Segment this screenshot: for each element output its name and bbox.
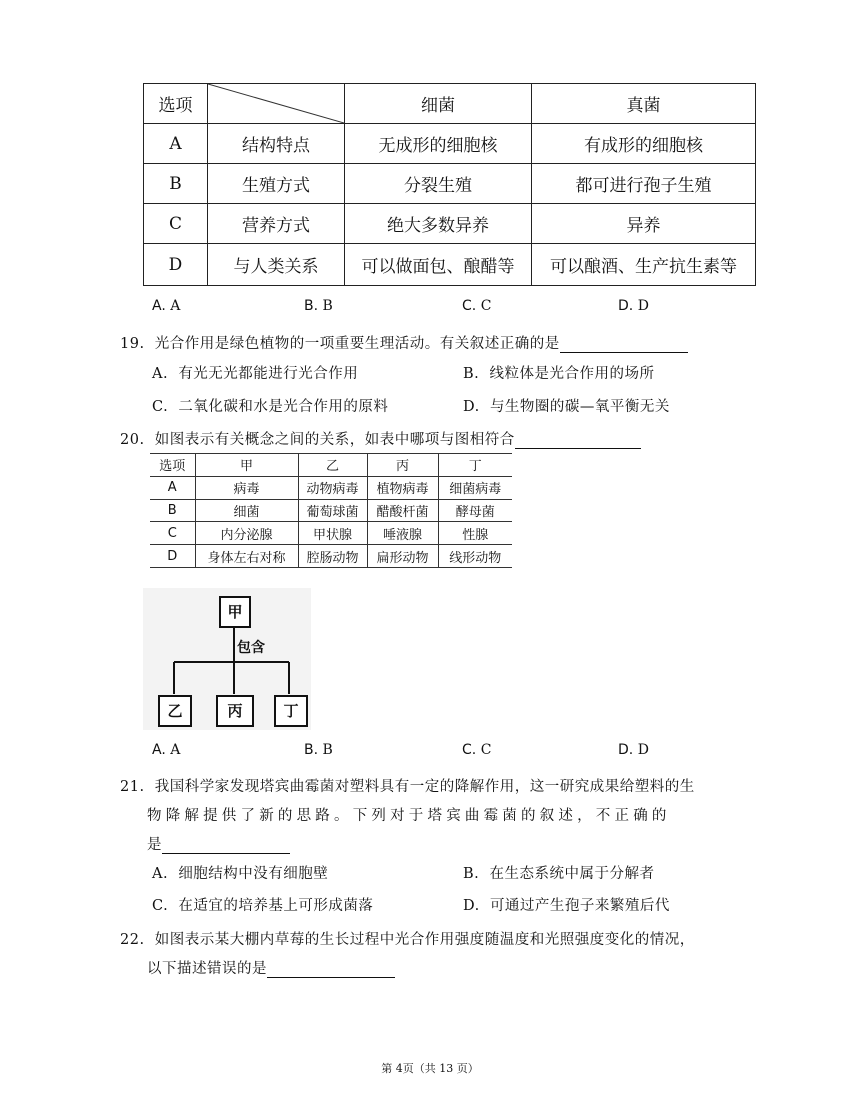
question-text: 如图表示某大棚内草莓的生长过程中光合作用强度随温度和光照强度变化的情况， bbox=[154, 932, 695, 948]
option-c[interactable] bbox=[462, 742, 491, 758]
option-label: D. bbox=[618, 742, 634, 758]
table-cell: C bbox=[144, 204, 208, 244]
table-cell: D bbox=[144, 244, 208, 286]
option-text: C bbox=[480, 742, 492, 758]
option-label: D. bbox=[618, 298, 634, 314]
table-header-row bbox=[144, 84, 756, 124]
option-text: 可通过产生孢子来繁殖后代 bbox=[489, 898, 670, 914]
table-cell: 都可进行孢子生殖 bbox=[532, 164, 756, 204]
question-text: 我国科学家发现塔宾曲霉菌对塑料具有一定的降解作用，这一研究成果给塑料的生 bbox=[154, 779, 695, 795]
answer-blank[interactable] bbox=[560, 336, 688, 353]
table-cell: 乙 bbox=[298, 454, 367, 477]
option-text: 二氧化碳和水是光合作用的原料 bbox=[178, 399, 389, 415]
table-cell: 酵母菌 bbox=[438, 499, 512, 522]
table-cell: 细菌 bbox=[195, 499, 298, 522]
table-cell: 线形动物 bbox=[438, 545, 512, 568]
table-cell: 腔肠动物 bbox=[298, 545, 367, 568]
answer-blank[interactable] bbox=[162, 837, 290, 854]
table-cell: D bbox=[150, 545, 195, 568]
question-19-stem bbox=[120, 332, 688, 353]
question-text: 是 bbox=[147, 837, 162, 853]
q19-option-d[interactable] bbox=[463, 395, 670, 416]
question-21-stem bbox=[120, 775, 695, 796]
table-cell: B bbox=[144, 164, 208, 204]
table-row bbox=[150, 545, 512, 568]
table-cell: 身体左右对称 bbox=[195, 545, 298, 568]
table-cell: 性腺 bbox=[438, 522, 512, 545]
table-cell: 结构特点 bbox=[208, 124, 345, 164]
answer-blank[interactable] bbox=[267, 961, 395, 978]
option-label: C. bbox=[462, 742, 477, 758]
table-cell: 扁形动物 bbox=[367, 545, 438, 568]
diagram-node-top: 甲 bbox=[219, 596, 251, 628]
table-cell: 真菌 bbox=[532, 84, 756, 124]
table-cell: A bbox=[150, 476, 195, 499]
table-row bbox=[144, 164, 756, 204]
q21-option-c[interactable] bbox=[152, 894, 373, 915]
option-label: C. bbox=[152, 399, 169, 415]
option-label: A. bbox=[152, 742, 166, 758]
table-cell: 营养方式 bbox=[208, 204, 345, 244]
option-b[interactable] bbox=[304, 742, 333, 758]
option-label: C. bbox=[152, 898, 169, 914]
q21-option-a[interactable] bbox=[152, 862, 328, 883]
table-cell: B bbox=[150, 499, 195, 522]
diagonal-header-cell bbox=[208, 84, 345, 124]
question-21-line2: 物降解提供了新的思路。下列对于塔宾曲霉菌的叙述，不正确的 bbox=[147, 808, 671, 824]
option-label: C. bbox=[462, 298, 477, 314]
table-row bbox=[144, 244, 756, 286]
table-cell: 丁 bbox=[438, 454, 512, 477]
table-cell: 生殖方式 bbox=[208, 164, 345, 204]
option-text: C bbox=[480, 298, 492, 314]
table-header-row bbox=[150, 454, 512, 477]
option-text: 在适宜的培养基上可形成菌落 bbox=[178, 898, 374, 914]
question-text: 以下描述错误的是 bbox=[147, 961, 267, 977]
option-text: 线粒体是光合作用的场所 bbox=[489, 366, 655, 382]
table-cell: 选项 bbox=[150, 454, 195, 477]
page-footer: 第 4页（共 13 页） bbox=[381, 1062, 479, 1075]
table-cell: 可以酿酒、生产抗生素等 bbox=[532, 244, 756, 286]
diagram-relation-label: 包含 bbox=[237, 640, 265, 656]
table-cell: 植物病毒 bbox=[367, 476, 438, 499]
table-cell: 与人类关系 bbox=[208, 244, 345, 286]
option-text: 与生物圈的碳—氧平衡无关 bbox=[489, 399, 670, 415]
question-21-line3 bbox=[147, 833, 290, 854]
q19-option-b[interactable] bbox=[463, 362, 654, 383]
option-text: B bbox=[322, 742, 333, 758]
diagram-node-child: 丙 bbox=[216, 695, 254, 727]
option-label: B. bbox=[304, 298, 319, 314]
table-cell: 细菌病毒 bbox=[438, 476, 512, 499]
table-cell: 甲状腺 bbox=[298, 522, 367, 545]
answer-blank[interactable] bbox=[515, 432, 641, 449]
table-row bbox=[150, 499, 512, 522]
q19-option-a[interactable] bbox=[152, 362, 358, 383]
question-20-stem bbox=[120, 428, 641, 449]
diagram-node-child: 丁 bbox=[274, 695, 308, 727]
table-cell: 葡萄球菌 bbox=[298, 499, 367, 522]
table-cell: 细菌 bbox=[345, 84, 532, 124]
table-cell: C bbox=[150, 522, 195, 545]
table-cell: 病毒 bbox=[195, 476, 298, 499]
option-text: D bbox=[637, 298, 649, 314]
option-text: A bbox=[170, 298, 181, 314]
table-cell: 可以做面包、酿醋等 bbox=[345, 244, 532, 286]
option-text: 细胞结构中没有细胞壁 bbox=[178, 866, 329, 882]
table-cell: 丙 bbox=[367, 454, 438, 477]
q21-option-b[interactable] bbox=[463, 862, 654, 883]
q21-option-d[interactable] bbox=[463, 894, 670, 915]
option-d[interactable] bbox=[618, 298, 649, 314]
question-text: 光合作用是绿色植物的一项重要生理活动。有关叙述正确的是 bbox=[154, 336, 560, 352]
option-label: B. bbox=[463, 866, 480, 882]
table-cell: 动物病毒 bbox=[298, 476, 367, 499]
table-cell: 无成形的细胞核 bbox=[345, 124, 532, 164]
option-text: D bbox=[637, 742, 649, 758]
option-b[interactable] bbox=[304, 298, 333, 314]
option-label: A. bbox=[152, 298, 166, 314]
question-number: 20. bbox=[120, 432, 145, 448]
option-text: 有光无光都能进行光合作用 bbox=[178, 366, 359, 382]
option-label: A. bbox=[152, 366, 169, 382]
table-cell: 醋酸杆菌 bbox=[367, 499, 438, 522]
diagram-node-child: 乙 bbox=[158, 695, 192, 727]
option-label: D. bbox=[463, 898, 480, 914]
question-number: 22. bbox=[120, 932, 145, 948]
option-label: A. bbox=[152, 866, 169, 882]
option-text: B bbox=[322, 298, 333, 314]
table-cell: 绝大多数异养 bbox=[345, 204, 532, 244]
option-a[interactable] bbox=[152, 298, 180, 314]
table-cell: 异养 bbox=[532, 204, 756, 244]
question-22-stem bbox=[120, 928, 695, 949]
table-cell: 有成形的细胞核 bbox=[532, 124, 756, 164]
question-number: 19. bbox=[120, 336, 145, 352]
table-row bbox=[144, 124, 756, 164]
table-cell: 内分泌腺 bbox=[195, 522, 298, 545]
table-cell: 选项 bbox=[144, 84, 208, 124]
q19-option-c[interactable] bbox=[152, 395, 388, 416]
table-cell: 唾液腺 bbox=[367, 522, 438, 545]
option-text: 在生态系统中属于分解者 bbox=[489, 866, 655, 882]
option-label: D. bbox=[463, 399, 480, 415]
table-cell: A bbox=[144, 124, 208, 164]
table-cell: 分裂生殖 bbox=[345, 164, 532, 204]
concept-table bbox=[150, 453, 512, 568]
question-number: 21. bbox=[120, 779, 145, 795]
concept-diagram bbox=[143, 588, 311, 730]
option-label: B. bbox=[304, 742, 319, 758]
option-label: B. bbox=[463, 366, 480, 382]
table-cell: 甲 bbox=[195, 454, 298, 477]
option-c[interactable] bbox=[462, 298, 491, 314]
table-row bbox=[150, 522, 512, 545]
question-text: 如图表示有关概念之间的关系，如表中哪项与图相符合 bbox=[154, 432, 515, 448]
option-a[interactable] bbox=[152, 742, 180, 758]
option-text: A bbox=[170, 742, 181, 758]
diagonal-line bbox=[208, 84, 344, 123]
table-row bbox=[144, 204, 756, 244]
comparison-table bbox=[143, 83, 756, 286]
option-d[interactable] bbox=[618, 742, 649, 758]
table-row bbox=[150, 476, 512, 499]
question-22-line2 bbox=[147, 957, 395, 978]
